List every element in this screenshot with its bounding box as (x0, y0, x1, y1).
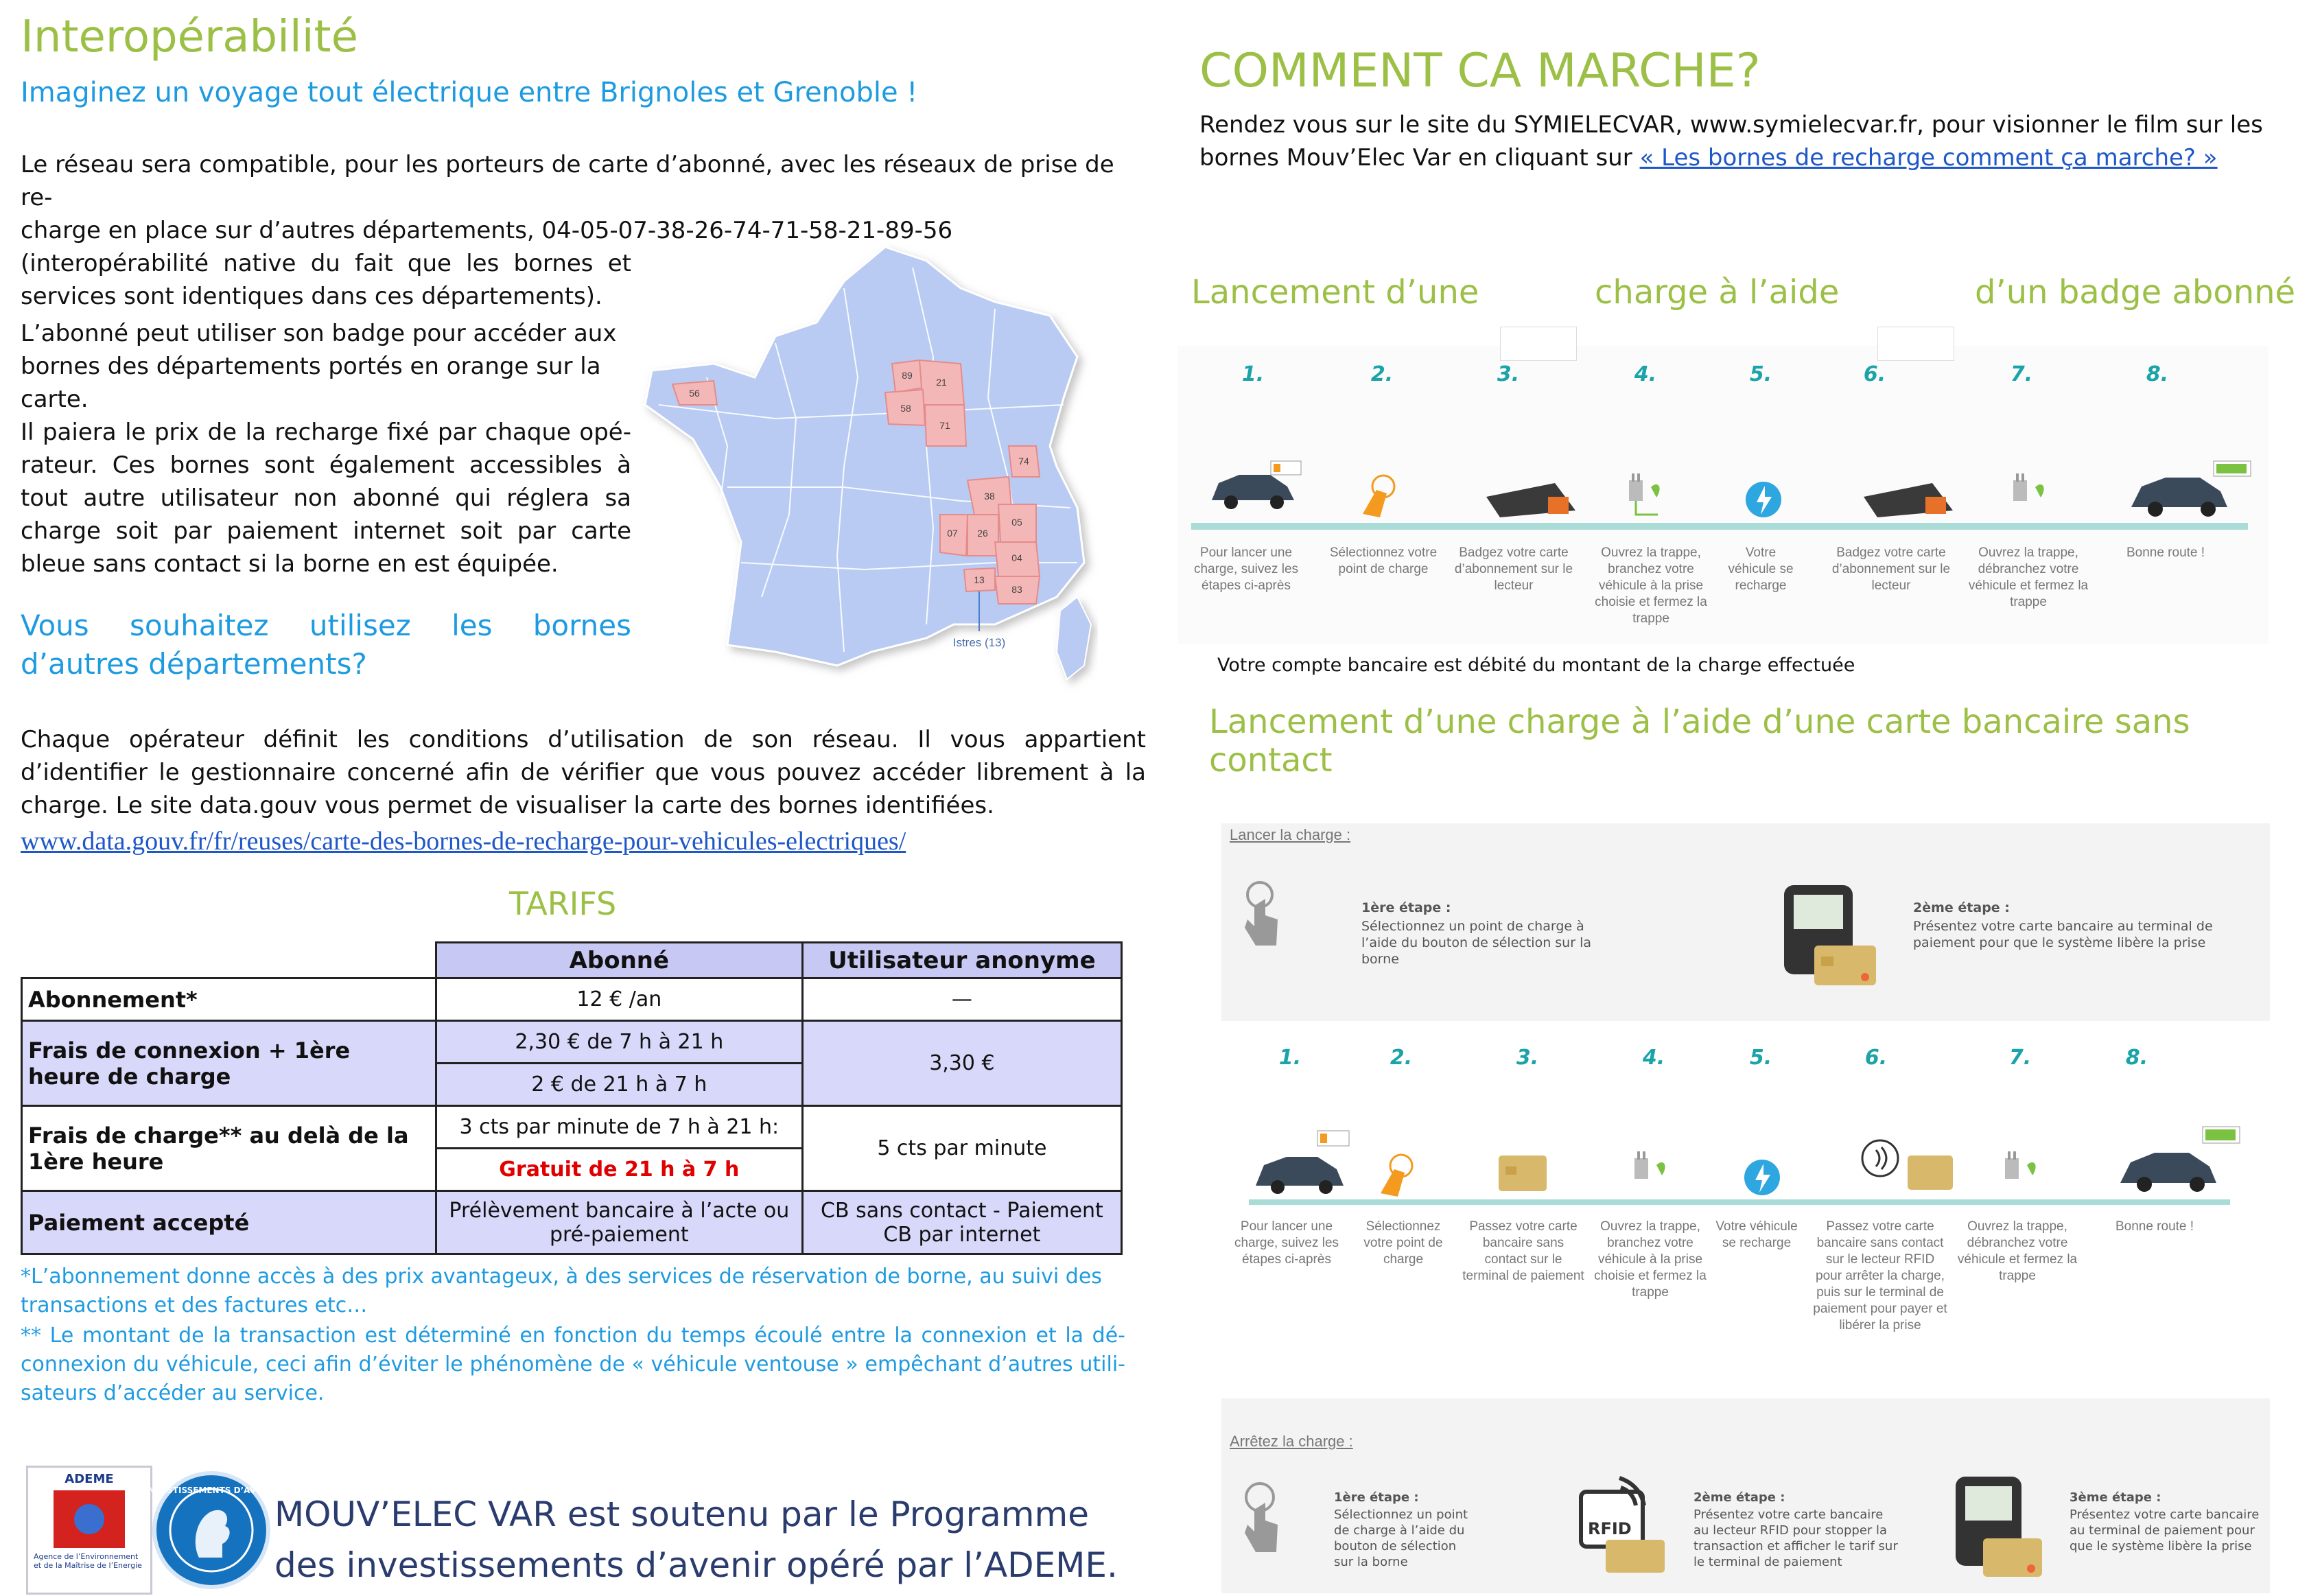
globe-icon (74, 1504, 104, 1534)
cb-step-number: 6. (1864, 1046, 1888, 1070)
dept-label: 89 (902, 370, 913, 381)
intro-line (1199, 141, 2270, 174)
badge-heading-part3: d’un badge abonné (1975, 273, 2296, 312)
plug-icon (1629, 1151, 1670, 1199)
col-header-abonne: Abonné (436, 943, 802, 978)
cb-infographic (1221, 823, 2270, 1593)
plug-icon (1624, 473, 1665, 521)
rfid-reader-icon (1578, 1471, 1667, 1574)
table-row (22, 978, 1122, 1021)
unplug-icon (2008, 473, 2049, 521)
paragraph-line: charge en place sur d’autres départements, 04-05-07-38-26-74-71-58-21-89-56 (21, 217, 953, 244)
cb-step-caption: Pour lancer une charge, suivez les étapes ci-après (1234, 1219, 1339, 1267)
paragraph-line: services sont identiques dans ces départements). (21, 283, 602, 310)
rfid-label: RFID (1588, 1519, 1632, 1538)
seal-icon (145, 1475, 278, 1585)
card-reader-icon (1486, 483, 1575, 517)
ademe-logo-text: ADEME (65, 1472, 114, 1486)
table-corner (22, 943, 436, 978)
cb-step-caption: Sélectionnez votre point de charge (1363, 1219, 1443, 1267)
badge-step-caption: Badgez votre carte d’abonnement sur le lecteur (1831, 545, 1951, 593)
cb-step-caption: Passez votre carte bancaire sans contact sur le lecteur RFID pour arrêter la charge, puis sur le terminal de paiement pour payer et libérer la prise (1813, 1219, 1947, 1333)
stop-step3-text: Présentez votre carte bancaire au terminal de paiement pour que le système libère la prise (2070, 1507, 2260, 1553)
stop-step2-text: Présentez votre carte bancaire au lecteur RFID pour stopper la transaction et afficher le tarif sur le terminal de paiement (1693, 1507, 1898, 1569)
ademe-logo (26, 1466, 152, 1595)
badge-step-number: 4. (1634, 362, 1657, 386)
badge-step-caption: Ouvrez la trappe, branchez votre véhicule à la prise choisie et fermez la trappe (1595, 545, 1707, 626)
finger-press-icon (1356, 469, 1404, 517)
borne-plate-icon (1500, 327, 1577, 361)
cb-step-number: 1. (1278, 1046, 1302, 1070)
stop-charge-title: Arrêtez la charge : (1230, 1433, 1353, 1450)
istres-label: Istres (13) (952, 636, 1006, 649)
cell-frais-abonne-jour: 3 cts par minute de 7 h à 21 h: (436, 1106, 802, 1149)
cb-step-number: 5. (1749, 1046, 1772, 1070)
stop-step2-label: 2ème étape : (1693, 1490, 1785, 1505)
badge-step-number: 8. (2146, 362, 2169, 386)
cb-step2-text: Présentez votre carte bancaire au terminal de paiement pour que le système libère la prise (1913, 919, 2213, 950)
cb-step-number: 4. (1642, 1046, 1665, 1070)
badge-infographic (1177, 346, 2269, 644)
car-icon (1249, 1131, 1352, 1193)
cell-connexion-anonyme: 3,30 € (802, 1021, 1121, 1106)
intro-paragraph (1199, 108, 2270, 174)
investissements-avenir-seal (145, 1475, 278, 1585)
badge-step-caption: Pour lancer une charge, suivez les étapes ci-après (1193, 545, 1299, 593)
footer-line: des investissements d’avenir opéré par l’ADEME. (274, 1545, 1118, 1585)
cell-connexion-abonne-jour: 2,30 € de 7 h à 21 h (436, 1021, 802, 1064)
baseline-strip (1249, 1199, 2230, 1205)
finger-tap-icon (1235, 1479, 1283, 1555)
badge-step-caption: Badgez votre carte d’abonnement sur le lecteur (1454, 545, 1573, 593)
cb-step-number: 8. (2125, 1046, 2148, 1070)
seal-text: INVESTISSEMENTS D’AVENIR (145, 1486, 278, 1495)
car-charged-icon (2124, 456, 2255, 517)
baseline-strip (1191, 523, 2248, 530)
paragraph-abonne (21, 317, 631, 416)
data-gouv-link[interactable]: www.data.gouv.fr/fr/reuses/carte-des-bornes-de-recharge-pour-vehicules-electriques/ (21, 827, 906, 856)
footer-line: MOUV’ELEC VAR est soutenu par le Programme (274, 1494, 1089, 1534)
dept-label: 83 (1011, 584, 1022, 595)
cb-step-caption: Passez votre carte bancaire sans contact sur le terminal de paiement (1462, 1219, 1584, 1283)
video-link[interactable]: « Les bornes de recharge comment ça marche? » (1639, 144, 2218, 172)
paragraph-line: (interopérabilité native du fait que les bornes et (21, 250, 631, 277)
ademe-caption: Agence de l’Environnement et de la Maîtrise de l’Energie (34, 1552, 142, 1570)
badge-step-caption: Bonne route ! (2126, 545, 2205, 560)
paragraph-operateur: Chaque opérateur définit les conditions d’utilisation de son réseau. Il vous appartient d’identifier le gestionnaire concerné afin de vérifier que vous pouvez accéder librement à la charge. Le site data.gouv vous permet de visualiser la carte des bornes identifiées. (21, 726, 1146, 819)
paragraph-line: Le réseau sera compatible, pour les porteurs de carte d’abonné, avec les réseaux de prise de re- (21, 151, 1114, 211)
badge-heading-part2: charge à l’aide (1595, 273, 1840, 312)
finger-press-icon (1374, 1149, 1422, 1197)
cb-step2-label: 2ème étape : (1913, 900, 2010, 915)
stop-step3-label: 3ème étape : (2070, 1490, 2161, 1505)
table-header-row (22, 943, 1122, 978)
paragraph-line: bornes des départements portés en orange sur la (21, 353, 601, 380)
dept-label: 38 (984, 491, 995, 502)
cell-frais-anonyme: 5 cts par minute (802, 1106, 1121, 1191)
row-label-connexion: Frais de connexion + 1ère heure de charge (22, 1021, 436, 1106)
table-row (22, 1106, 1122, 1149)
payment-terminal-icon (1956, 1477, 2045, 1580)
dept-label: 05 (1011, 517, 1022, 528)
badge-step-number: 1. (1241, 362, 1265, 386)
lightning-icon (1744, 480, 1783, 519)
cb-steps-strip (1221, 1021, 2270, 1398)
finger-tap-icon (1235, 878, 1283, 947)
cell-paiement-abonne: Prélèvement bancaire à l’acte ou pré-paiement (436, 1191, 802, 1254)
cb-step-caption: Bonne route ! (2115, 1219, 2194, 1234)
cell-frais-abonne-nuit: Gratuit de 21 h à 7 h (436, 1149, 802, 1191)
intro-line: Rendez vous sur le site du SYMIELECVAR, www.symielecvar.fr, pour visionner le film sur les (1199, 111, 2263, 139)
badge-step-number: 7. (2010, 362, 2033, 386)
cb-step-caption: Ouvrez la trappe, branchez votre véhicule à la prise choisie et fermez la trappe (1594, 1219, 1707, 1300)
dept-label: 13 (974, 574, 985, 585)
footer-statement (274, 1489, 1118, 1591)
table-row (22, 1191, 1122, 1254)
cb-step-number: 2. (1390, 1046, 1413, 1070)
dept-label: 71 (939, 420, 950, 431)
footnote-transaction: ** Le montant de la transaction est déterminé en fonction du temps écoulé entre la connexion et la dé-connexion du véhicule, ceci afin d’éviter le phénomène de « véhicule ventouse » empêchant d’autres utili-sateurs d’accéder au service. (21, 1324, 1125, 1405)
france-map-svg (638, 240, 1146, 707)
table-row (22, 1021, 1122, 1064)
contactless-card-icon (1860, 1138, 1956, 1193)
badge-step-caption: Votre véhicule se recharge (1728, 545, 1794, 593)
cell-connexion-abonne-nuit: 2 € de 21 h à 7 h (436, 1064, 802, 1106)
payment-terminal-icon (1784, 885, 1880, 988)
paragraph-line: L’abonné peut utiliser son badge pour accéder aux (21, 320, 617, 347)
dept-label: 04 (1011, 552, 1022, 563)
paragraph-line: carte. (21, 386, 89, 413)
france-map (638, 240, 1146, 707)
stop-step1-text: Sélectionnez un point de charge à l’aide du bouton de sélection sur la borne (1334, 1507, 1468, 1569)
badge-step-number: 5. (1749, 362, 1772, 386)
tarifs-table (21, 941, 1123, 1255)
dept-label: 56 (689, 388, 700, 399)
corsica-shape (1057, 597, 1091, 679)
borne-plate-icon (1877, 327, 1954, 361)
question-heading: Vous souhaitez utilisez les bornes d’autres départements? (21, 609, 631, 681)
badge-step-number: 3. (1497, 362, 1520, 386)
subtitle-voyage: Imaginez un voyage tout électrique entre Brignoles et Grenoble ! (21, 77, 918, 108)
dept-label: 26 (977, 528, 988, 539)
paragraph-prix: Il paiera le prix de la recharge fixé par chaque opé-rateur. Ces bornes sont également accessibles à tout autre utilisateur non abonné qui réglera sa charge soit par paiement internet soit par carte bleue sans contact si la borne en est équipée. (21, 419, 631, 578)
dept-label: 07 (947, 528, 958, 539)
row-label-paiement: Paiement accepté (22, 1191, 436, 1254)
cb-step-number: 3. (1516, 1046, 1539, 1070)
lightning-icon (1743, 1158, 1781, 1197)
badge-heading-part1: Lancement d’une (1191, 273, 1479, 312)
dept-label: 58 (900, 403, 911, 414)
cell-abonnement-abonne: 12 € /an (436, 978, 802, 1021)
cell-paiement-anonyme: CB sans contact - Paiement CB par internet (802, 1191, 1121, 1254)
card-reader-icon (1864, 483, 1953, 517)
row-label-frais-charge: Frais de charge** au delà de la 1ère heure (22, 1106, 436, 1191)
cb-step1-label: 1ère étape : (1361, 900, 1451, 915)
footnote-abonnement: *L’abonnement donne accès à des prix avantageux, à des services de réservation de borne, au suivi des transactions et des factures etc… (21, 1265, 1102, 1317)
cb-step-caption: Votre véhicule se recharge (1715, 1219, 1798, 1250)
intro-text: bornes Mouv’Elec Var en cliquant sur (1199, 144, 1640, 172)
badge-step-caption: Ouvrez la trappe, débranchez votre véhicule et fermez la trappe (1968, 545, 2089, 609)
cb-step-number: 7. (2008, 1046, 2032, 1070)
bank-card-icon (1499, 1155, 1547, 1194)
dept-label: 74 (1018, 456, 1029, 467)
col-header-anonyme: Utilisateur anonyme (802, 943, 1121, 978)
row-label-abonnement: Abonnement* (22, 978, 436, 1021)
ademe-emblem (54, 1490, 125, 1548)
section-title-comment: COMMENT CA MARCHE? (1199, 44, 1761, 98)
car-charged-icon (2113, 1124, 2244, 1193)
debit-note: Votre compte bancaire est débité du montant de la charge effectuée (1217, 655, 1855, 676)
dept-label: 21 (936, 377, 947, 388)
badge-step-caption: Sélectionnez votre point de charge (1329, 545, 1438, 576)
cb-heading: Lancement d’une charge à l’aide d’une carte bancaire sans contact (1209, 703, 2190, 779)
car-icon (1205, 462, 1301, 511)
launch-charge-title: Lancer la charge : (1230, 826, 1351, 843)
cb-step1-text: Sélectionnez un point de charge à l’aide du bouton de sélection sur la borne (1361, 919, 1591, 967)
badge-step-number: 6. (1863, 362, 1886, 386)
cell-abonnement-anonyme: — (802, 978, 1121, 1021)
stop-step1-label: 1ère étape : (1334, 1490, 1419, 1505)
unplug-icon (2000, 1151, 2041, 1199)
section-title-interop: Interopérabilité (21, 12, 358, 62)
cb-step-caption: Ouvrez la trappe, débranchez votre véhicule et fermez la trappe (1957, 1219, 2078, 1283)
tarifs-heading: TARIFS (508, 885, 617, 922)
badge-step-number: 2. (1370, 362, 1394, 386)
